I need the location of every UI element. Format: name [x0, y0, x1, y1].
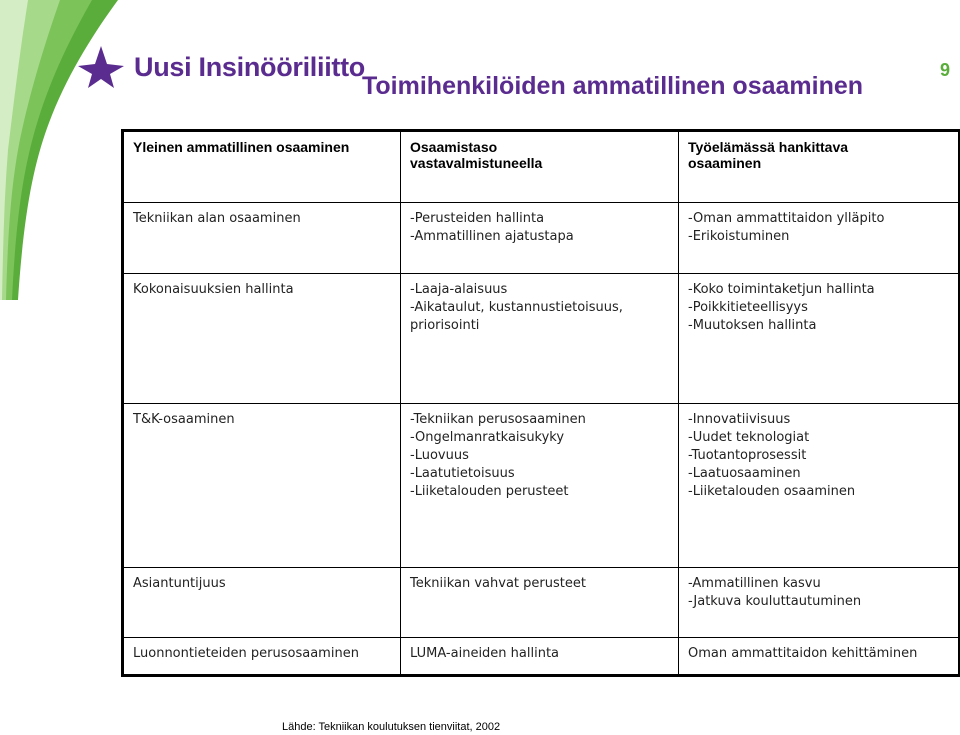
cell-line: -Laaja-alaisuus: [410, 282, 508, 297]
cell-line: -Oman ammattitaidon ylläpito: [688, 211, 885, 226]
cell-line: -Ongelmanratkaisukyky: [410, 430, 565, 445]
cell-line: -Laatutietoisuus: [410, 466, 515, 481]
cell-line: Oman ammattitaidon kehittäminen: [688, 646, 918, 661]
cell-line: -Perusteiden hallinta: [410, 211, 545, 226]
table-header-cell: [401, 131, 679, 203]
cell-line: Kokonaisuuksien hallinta: [133, 282, 294, 297]
cell-line: -Poikkitieteellisyys: [688, 300, 808, 315]
cell-line: priorisointi: [410, 318, 480, 333]
brand-name: Uusi Insinööriliitto: [134, 51, 365, 82]
cell-line: Tekniikan vahvat perusteet: [410, 576, 586, 591]
header-line: osaaminen: [688, 155, 762, 171]
source-citation: Lähde: Tekniikan koulutuksen tienviitat, 2002: [282, 721, 501, 733]
cell-line: -Muutoksen hallinta: [688, 318, 817, 333]
table-cell: [401, 404, 679, 568]
cell-line: -Aikataulut, kustannustietoisuus,: [410, 300, 623, 315]
cell-line: -Innovatiivisuus: [688, 412, 791, 427]
table-row: [123, 203, 960, 274]
header-line: vastavalmistuneella: [410, 155, 543, 171]
cell-line: -Koko toimintaketjun hallinta: [688, 282, 875, 297]
competence-table-container: [121, 129, 958, 677]
cell-line: Luonnontieteiden perusosaaminen: [133, 646, 359, 661]
cell-line: -Liiketalouden perusteet: [410, 484, 569, 499]
table-row: [123, 638, 960, 676]
table-row: [123, 274, 960, 404]
table-cell: [123, 568, 401, 638]
cell-line: LUMA-aineiden hallinta: [410, 646, 560, 661]
cell-line: Asiantuntijuus: [133, 576, 226, 591]
cell-line: -Liiketalouden osaaminen: [688, 484, 856, 499]
header-line: Yleinen ammatillinen osaaminen: [133, 139, 350, 155]
table-cell: [679, 274, 960, 404]
cell-line: Tekniikan alan osaaminen: [133, 211, 301, 226]
page-number: 9: [939, 60, 950, 80]
table-cell: [679, 404, 960, 568]
cell-line: T&K-osaaminen: [133, 412, 235, 427]
table-cell: [679, 568, 960, 638]
cell-line: -Ammatillinen ajatustapa: [410, 229, 574, 244]
cell-line: -Tuotantoprosessit: [688, 448, 807, 463]
table-cell: [401, 274, 679, 404]
cell-line: -Erikoistuminen: [688, 229, 790, 244]
table-row: [123, 404, 960, 568]
table-header-cell: [679, 131, 960, 203]
cell-line: -Jatkuva kouluttautuminen: [688, 594, 862, 609]
table-cell: [123, 404, 401, 568]
cell-line: -Luovuus: [410, 448, 469, 463]
table-cell: [401, 203, 679, 274]
table-cell: [679, 203, 960, 274]
star-logo-icon: [76, 44, 126, 90]
table-cell: [401, 568, 679, 638]
table-cell: [679, 638, 960, 676]
competence-table: [121, 129, 960, 677]
table-row: [123, 568, 960, 638]
table-header-row: [123, 131, 960, 203]
cell-line: -Laatuosaaminen: [688, 466, 801, 481]
table-header-cell: [123, 131, 401, 203]
header-line: Työelämässä hankittava: [688, 139, 849, 155]
cell-line: -Uudet teknologiat: [688, 430, 810, 445]
table-cell: [123, 203, 401, 274]
table-cell: [401, 638, 679, 676]
cell-line: -Tekniikan perusosaaminen: [410, 412, 586, 427]
header-line: Osaamistaso: [410, 139, 498, 155]
table-cell: [123, 274, 401, 404]
page-title: Toimihenkilöiden ammatillinen osaaminen: [362, 72, 864, 100]
brand-logo: [76, 44, 365, 90]
table-cell: [123, 638, 401, 676]
cell-line: -Ammatillinen kasvu: [688, 576, 821, 591]
